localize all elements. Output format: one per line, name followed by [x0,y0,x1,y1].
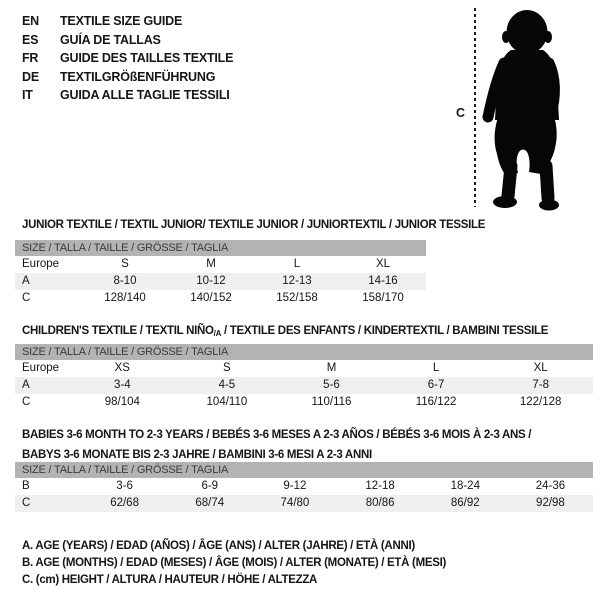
footnotes [22,538,446,590]
lang-row-es [22,31,233,50]
table-cell: 12-18 [365,480,395,492]
row-label: C [22,396,31,408]
size-header-band: SIZE / TALLA / TAILLE / GRÖSSE / TAGLIA [15,344,593,360]
height-measure-label: C [456,106,466,120]
title-line: BABYS 3-6 MONATE BIS 2-3 JAHRE / BAMBINI 3-6 MESI A 2-3 ANNI [22,449,372,461]
table-cell: XS [114,362,130,374]
table-cell: 98/104 [104,396,140,408]
children-table-title [22,321,548,344]
table-row [15,495,593,512]
table-cell: 140/152 [190,292,232,304]
table-cell: 12-13 [282,275,312,287]
lang-code: FR [22,51,39,66]
footnote-b: B. AGE (MONTHS) / EDAD (MESES) / ÂGE (MOIS) / ALTER (MONATE) / ETÀ (MESI) [22,557,447,570]
table-cell: L [432,362,440,374]
table-cell: 152/158 [276,292,318,304]
table-cell: 86/92 [450,497,480,509]
table-cell: 104/110 [206,396,248,408]
footnote-a: A. AGE (YEARS) / EDAD (AÑOS) / ÂGE (ANS) / ALTER (JAHRE) / ETÀ (ANNI) [22,540,415,552]
row-label: Europe [22,362,60,374]
table-cell: 110/116 [311,396,352,408]
lang-code: EN [22,14,39,28]
toddler-silhouette-icon [480,6,570,213]
babies-size-table [15,462,593,512]
junior-table-title: JUNIOR TEXTILE / TEXTIL JUNIOR/ TEXTILE JUNIOR / JUNIORTEXTIL / JUNIOR TESSILE [22,219,486,231]
table-cell: 62/68 [110,497,139,509]
table-cell: XL [533,362,548,374]
title-subscript: /A [213,329,222,338]
table-cell: L [293,258,301,270]
table-cell: XL [375,258,391,270]
lang-row-en [22,12,233,31]
title-part: CHILDREN'S TEXTILE / TEXTIL NIÑO [22,325,214,337]
size-header-band: SIZE / TALLA / TAILLE / GRÖSSE / TAGLIA [15,462,593,478]
lang-label: GUÍA DE TALLAS [60,32,161,47]
table-cell: 80/86 [365,497,395,509]
lang-code: IT [22,88,33,103]
table-cell: 92/98 [536,497,565,509]
lang-label: GUIDA ALLE TAGLIE TESSILI [60,88,230,103]
table-row [15,478,593,495]
row-label: C [22,497,31,509]
table-cell: 7-8 [532,379,549,391]
table-row [15,256,426,273]
table-cell: 6-9 [201,480,219,492]
height-measure-dashed-line [474,8,476,207]
table-cell: S [223,362,231,374]
table-row [15,394,593,411]
children-size-table [15,344,593,411]
table-cell: 10-12 [196,275,226,287]
table-cell: 68/74 [195,497,225,509]
babies-table-title [22,425,592,465]
table-cell: S [121,258,129,270]
table-cell: 5-6 [323,379,340,391]
table-cell: 116/122 [415,396,457,408]
table-cell: 9-12 [283,480,307,492]
table-cell: 18-24 [450,480,480,492]
table-cell: 122/128 [519,396,562,408]
title-line: BABIES 3-6 MONTH TO 2-3 YEARS / BEBÉS 3-6 MESES A 2-3 AÑOS / BÉBÉS 3-6 MOIS À 2-3 ANS / [22,429,532,441]
lang-row-de [22,68,233,87]
table-cell: 4-5 [218,379,236,391]
lang-label: TEXTILGRÖßENFÜHRUNG [60,69,216,84]
table-cell: M [326,362,337,374]
row-label: Europe [22,258,60,270]
table-row [15,290,426,307]
title-part: / TEXTILE DES ENFANTS / KINDERTEXTIL / BAMBINI TESSILE [221,325,549,337]
language-header [22,12,233,105]
table-cell: 8-10 [113,275,137,287]
row-label: B [22,480,30,492]
table-row [15,377,593,394]
row-label: A [22,379,30,391]
lang-row-it [22,86,233,105]
lang-code: DE [22,69,39,84]
table-cell: M [206,258,216,270]
junior-size-table [15,240,426,307]
table-row [15,273,426,290]
table-cell: 14-16 [368,275,398,287]
lang-label: GUIDE DES TAILLES TEXTILE [60,51,234,66]
lang-row-fr [22,49,233,68]
table-cell: 3-4 [113,379,131,391]
row-label: A [22,275,30,287]
lang-code: ES [22,32,39,47]
size-header-band: SIZE / TALLA / TAILLE / GRÖSSE / TAGLIA [15,240,426,256]
footnote-c: C. (cm) HEIGHT / ALTURA / HAUTEUR / HÖHE / ALTEZZA [22,574,318,587]
lang-label: TEXTILE SIZE GUIDE [60,14,183,28]
row-label: C [22,292,31,304]
table-row [15,360,593,377]
table-cell: 24-36 [535,480,566,492]
table-cell: 128/140 [104,292,146,304]
table-cell: 158/170 [362,292,404,304]
table-cell: 74/80 [280,497,310,509]
table-cell: 6-7 [427,379,445,391]
table-cell: 3-6 [116,480,133,492]
